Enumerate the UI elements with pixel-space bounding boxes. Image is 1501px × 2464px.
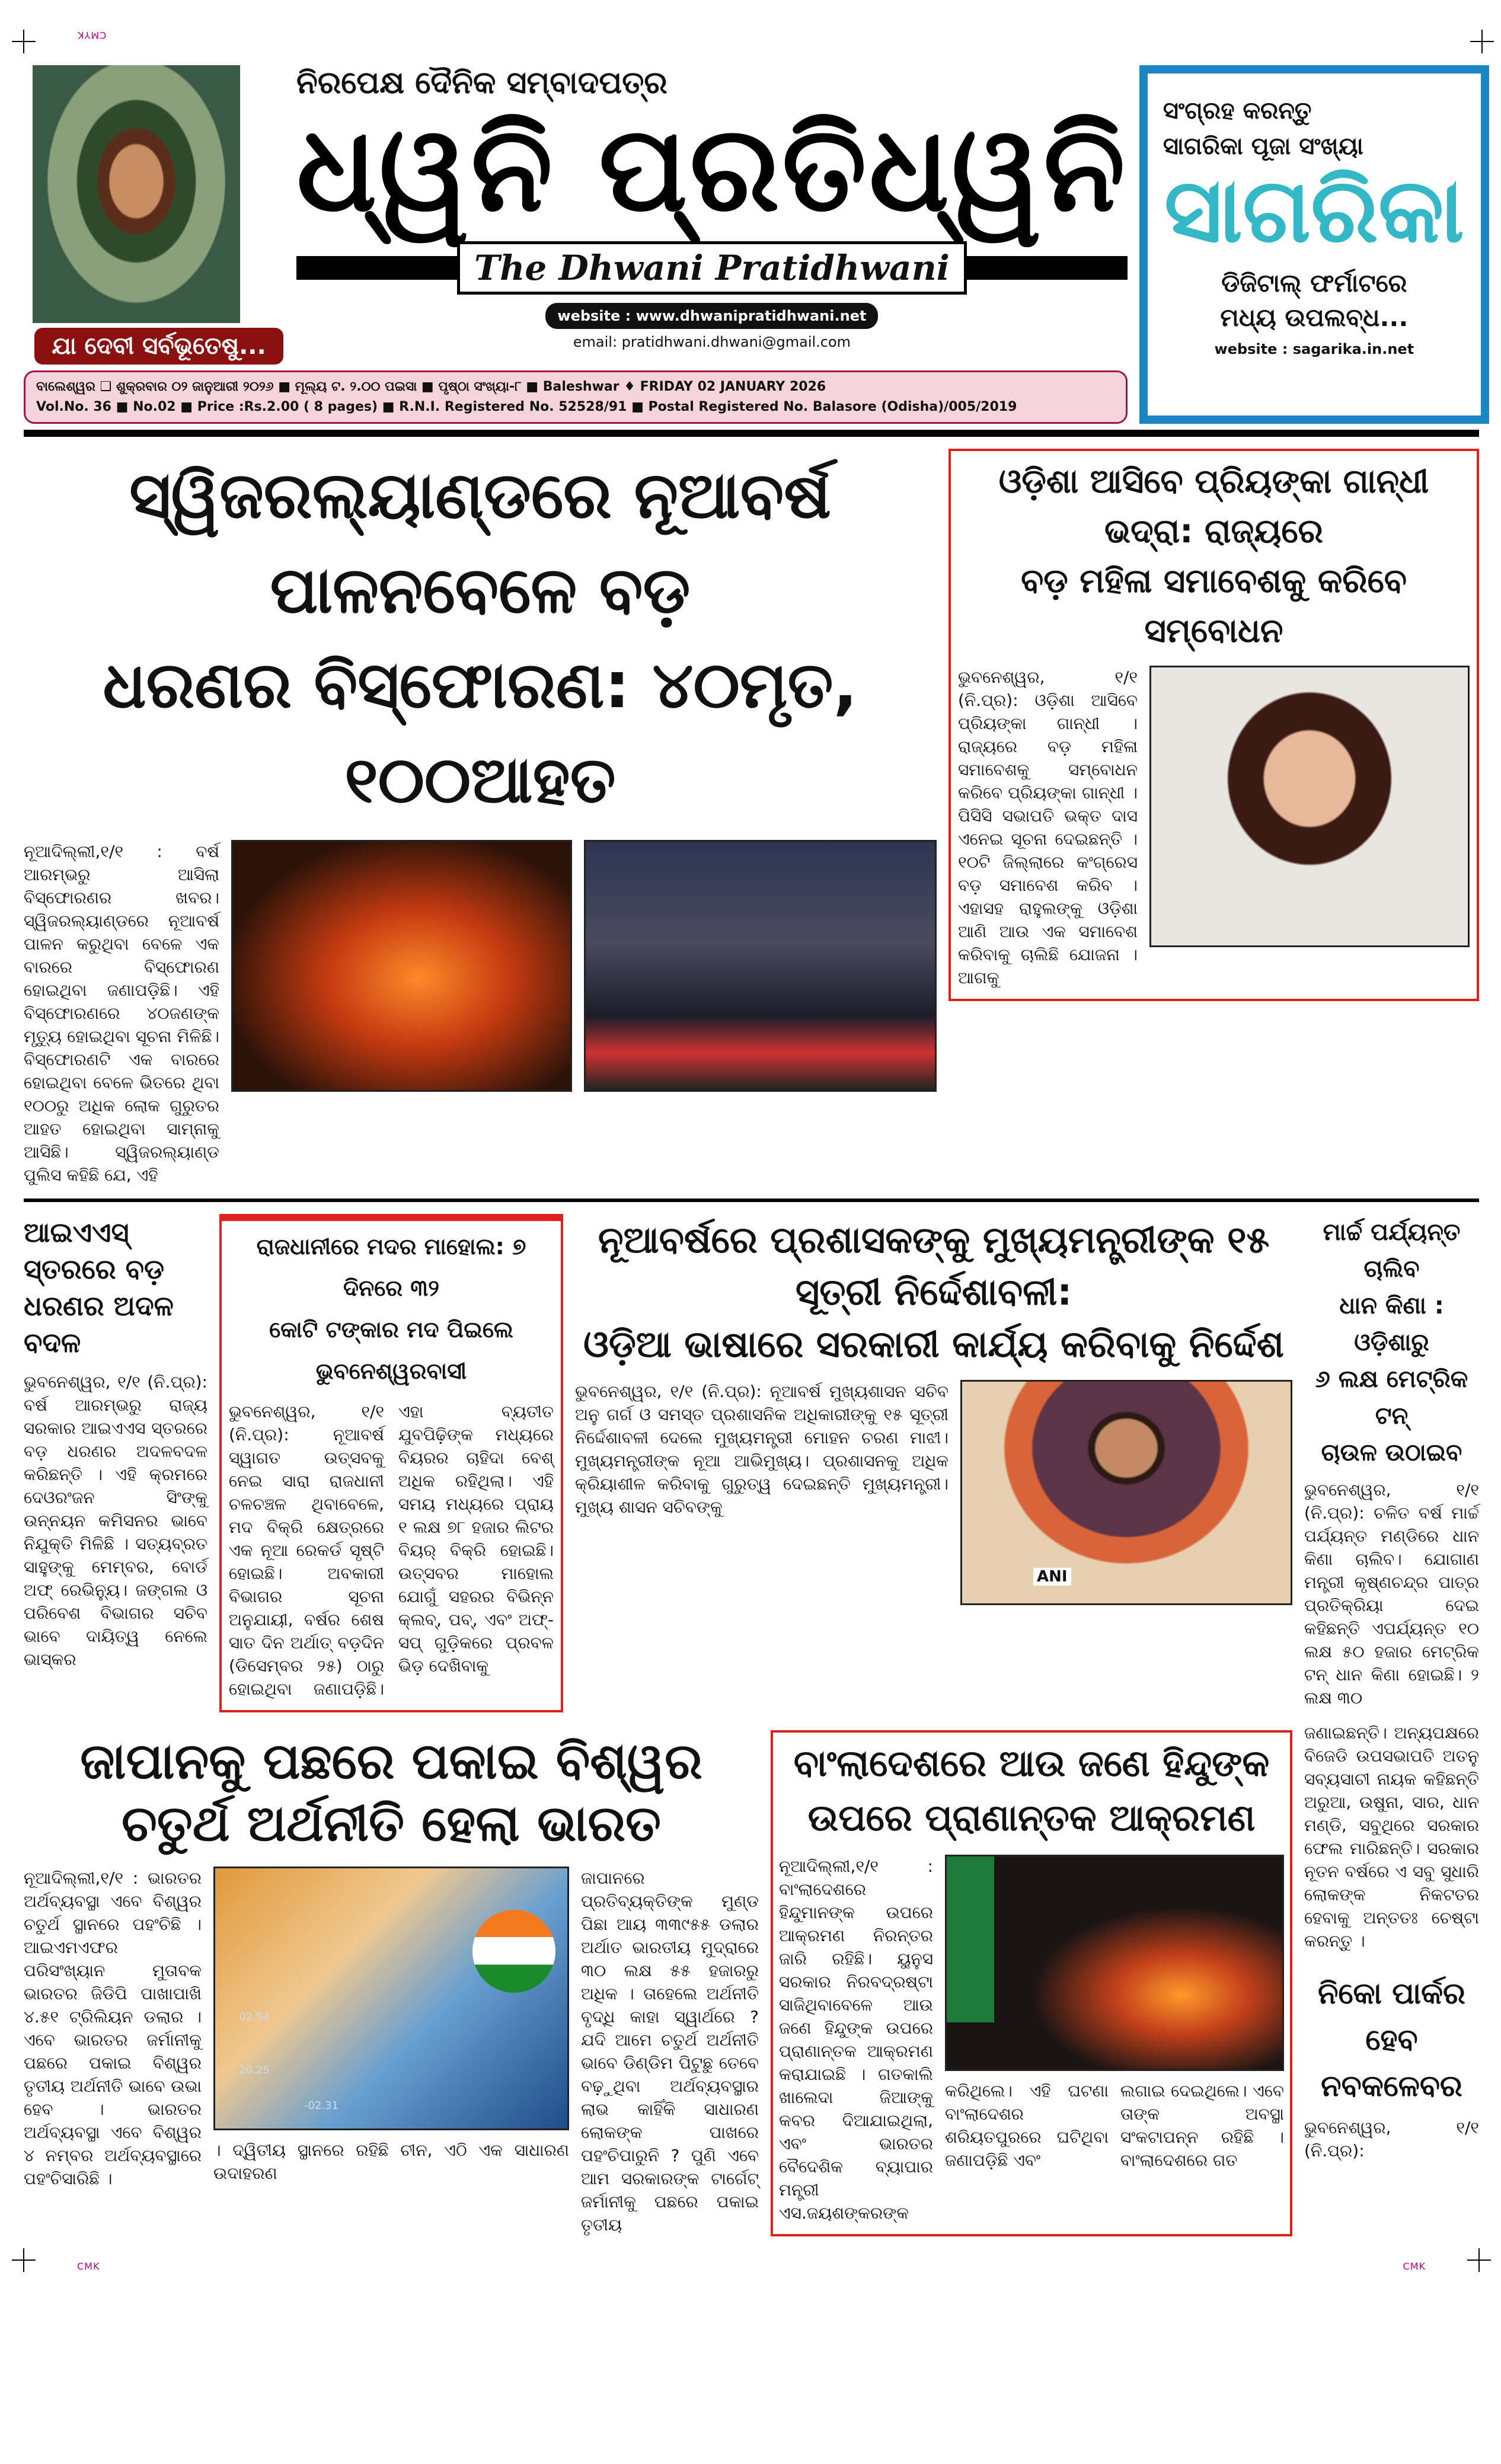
cm-headline-line2: ଓଡ଼ିଆ ଭାଷାରେ ସରକାରୀ କାର୍ଯ୍ୟ କରିବାକୁ ନିର୍ଦ୍ଦେଶ: [583, 1322, 1284, 1366]
masthead-logo: ଧ୍ୱନି ପ୍ରତିଧ୍ୱନି: [296, 100, 1128, 238]
bangladesh-body-right: ଲଗାଇ ଦେଇଥିଲେ। ଏବେ ତାଙ୍କ ଅବସ୍ଥା ସଂକଟାପନ୍ନ ରହିଛି । ବାଂଲାଦେଶରେ ଗତ: [1120, 2081, 1284, 2170]
bangladesh-content: [779, 1855, 1284, 2225]
paddy-body-continued: ଜଣାଇଛନ୍ତି। ଅନ୍ୟପକ୍ଷରେ ବିଜେଡି ଉପସଭାପତି ଅତନୁ ସବ୍ୟସାଚୀ ନାୟକ କହିଛନ୍ତି ଅରୁଆ, ଉଷୁନା, ସାର, ଧାନ ମଣ୍ଡି, ସବୁଥିରେ ସରକାର ଫେଲ ମାରିଛନ୍ତି। ସରକାର ନୂତନ ବର୍ଷରେ ଏ ସବୁ ସୁଧାରି ଲୋକଙ୍କ ନିକଟତର ହେବାକୁ ଅନ୍ତତଃ ଚେଷ୍ଟା କରନ୍ତୁ ।: [1304, 1723, 1479, 1951]
footer-print-marks: [24, 2236, 1479, 2284]
registration-mark: [1467, 2248, 1491, 2272]
liquor-headline: [229, 1226, 554, 1392]
bangladesh-body-mid: କରିଥିଲେ। ଏହି ଘଟଣା ବାଂଲାଦେଶର ଶରିୟତପୁରରେ ଘଟିଥିବା ଜଣାପଡ଼ିଛି ଏବଂ: [945, 2081, 1109, 2170]
english-title: The Dhwani Pratidhwani: [457, 241, 967, 295]
lower-section: [24, 1214, 1479, 2236]
lead-body: ନୂଆଦିଲ୍ଲୀ,୧/୧ : ବର୍ଷ ଆରମ୍ଭରୁ ଆସିଲା ବିସ୍ଫୋରଣର ଖବର। ସ୍ୱିଜରଲ୍ୟାଣ୍ଡରେ ନୂଆବର୍ଷ ପାଳନ କରୁଥିବା ବେଳେ ଏକ ବାରରେ ବିସ୍ଫୋରଣ ହୋଇଥିବା ଜଣାପଡ଼ିଛି। ଏହି ବିସ୍ଫୋରଣରେ ୪୦ଜଣଙ୍କ ମୃତ୍ୟୁ ହୋଇଥିବା ସୂଚନା ମିଳିଛି। ବିସ୍ଫୋରଣଟି ଏକ ବାରରେ ହୋଇଥିବା ବେଳେ ଭିତରେ ଥିବା ୧୦୦ରୁ ଅଧିକ ଲୋକ ଗୁରୁତର ଆହତ ହୋଇଥିବା ସାମ୍ନାକୁ ଆସିଛି। ସ୍ୱିଜରଲ୍ୟାଣ୍ଡ ପୁଲିସ କହିଛି ଯେ, ଏହି: [24, 842, 219, 1185]
bangladesh-right: [945, 1855, 1284, 2172]
sagarika-ad: [1139, 65, 1489, 424]
cm-headline: [575, 1214, 1292, 1370]
issue-info-line2: Vol.No. 36 ■ No.02 ■ Price :Rs.2.00 ( 8 pages) ■ R.N.I. Registered No. 52528/91 ■ Postal Registered No. Balasore (Odisha)/005/2019: [36, 400, 1017, 414]
registration-mark: [1470, 30, 1494, 53]
priyanka-content: [958, 666, 1470, 989]
japan-headline-line1: ଜାପାନକୁ ପଛରେ ପକାଇ ବିଶ୍ୱର: [80, 1732, 702, 1790]
liquor-body: ଭୁବନେଶ୍ୱର, ୧/୧ (ନି.ପ୍ର): ନୂଆବର୍ଷ ସ୍ୱାଗତ ଉତ୍ସବକୁ ନେଇ ସାରା ରାଜଧାନୀ ଚଳଚଞ୍ଚଳ ଥିବାବେଳେ, ମଦ ବିକ୍ରି କ୍ଷେତ୍ରରେ ଏକ ନୂଆ ରେକର୍ଡ ସୃଷ୍ଟି ହୋଇଛି। ଅବକାରୀ ବିଭାଗର ସୂଚନା ଅନୁଯାୟୀ, ବର୍ଷର ଶେଷ ସାତ ଦିନ ଅର୍ଥାତ୍ ବଡ଼ଦିନ (ଡିସେମ୍ବର ୨୫) ଠାରୁ ହୋଇଥିବା ଜଣାପଡ଼ିଛି।ଏହା ବ୍ୟତୀତ ଯୁବପିଢ଼ିଙ୍କ ମଧ୍ୟରେ ବିୟରର ଚାହିଦା ବେଶ୍ ଅଧିକ ରହିଥିଲା। ଏହି ସମୟ ମଧ୍ୟରେ ପ୍ରାୟ ୧ ଲକ୍ଷ ୭୮ ହଜାର ଲିଟର ବିୟର୍ ବିକ୍ରି ହୋଇଛି। ଉତ୍ସବର ମାହୋଲ ଯୋଗୁଁ ସହରର ବିଭିନ୍ନ କ୍ଲବ୍, ପବ୍, ଏବଂ ଅଫ୍-ସପ୍ ଗୁଡ଼ିକରେ ପ୍ରବଳ ଭିଡ଼ ଦେଖିବାକୁ: [229, 1402, 554, 1699]
masthead-divider: [24, 430, 1479, 437]
chart-label: -02.31: [304, 2099, 339, 2112]
liquor-headline-line1: ରାଜଧାନୀରେ ମଦର ମାହୋଲ: ୭ ଦିନରେ ୩୨: [256, 1233, 526, 1301]
priyanka-photo: [1149, 666, 1470, 947]
masthead: [24, 65, 1479, 424]
paddy-headline-line4: ଚାଉଳ ଉଠାଇବ: [1321, 1439, 1462, 1466]
chart-label: 20.25: [239, 2064, 270, 2076]
deity-column: [24, 65, 285, 365]
masthead-title-column: [296, 65, 1128, 365]
english-title-row: [296, 241, 1128, 295]
liquor-headline-line2: କୋଟି ଟଙ୍କାର ମଦ ପିଇଲେ ଭୁବନେଶ୍ୱରବାସୀ: [269, 1316, 513, 1384]
section-divider: [24, 1199, 1479, 1202]
deity-caption: ଯା ଦେବୀ ସର୍ବଭୂତେଷୁ...: [34, 328, 283, 365]
japan-content: [24, 1867, 759, 2236]
cm-story: [575, 1214, 1292, 1605]
logo-underline: [967, 256, 1128, 280]
second-row: [24, 1214, 1292, 1712]
lead-headline-line1: ସ୍ୱିଜରଲ୍ୟାଣ୍ଡରେ ନୂଆବର୍ଷ ପାଳନବେଳେ ବଡ଼: [129, 459, 831, 628]
sagarika-line1: ସଂଗ୍ରହ କରନ୍ତୁ: [1163, 97, 1312, 124]
japan-body-mid: । ଦ୍ୱିତୀୟ ସ୍ଥାନରେ ରହିଛି ଚୀନ, ଏଠି ଏକ ସାଧାରଣ ଉଦାହରଣ: [213, 2140, 569, 2183]
bangladesh-headline-line2: ଉପରେ ପ୍ରାଣାନ୍ତକ ଆକ୍ରମଣ: [807, 1796, 1256, 1839]
logo-underline: [296, 256, 457, 280]
sagarika-line2: ସାଗରିକା ପୂଜା ସଂଖ୍ୟା: [1163, 133, 1363, 160]
japan-story: [24, 1730, 759, 2236]
right-column: [1304, 1214, 1479, 2162]
explosion-photo: [231, 840, 572, 1092]
cmyk-mark: CMYK: [77, 30, 107, 41]
liquor-story-box: [219, 1214, 563, 1712]
nicco-headline: [1304, 1970, 1479, 2109]
cm-body: ଭୁବନେଶ୍ୱର, ୧/୧ (ନି.ପ୍ର): ନୂଆବର୍ଷ ମୁଖ୍ୟଶାସନ ସଚିବ ଅନୁ ଗର୍ଗ ଓ ସମସ୍ତ ପ୍ରଶାସନିକ ଅଧିକାରୀଙ୍କୁ ୧୫ ସୂତ୍ରୀ ନିର୍ଦ୍ଦେଶାବଳୀ ଦେଲେ ମୁଖ୍ୟମନ୍ତ୍ରୀ ମୋହନ ଚରଣ ମାଝୀ। ମୁଖ୍ୟମନ୍ତ୍ରୀଙ୍କ ନୂଆ ଆଭିମୁଖ୍ୟ। ପ୍ରଶାସନକୁ ଅଧିକ କ୍ରିୟାଶୀଳ କରିବାକୁ ଗୁରୁତ୍ୱ ଦେଇଛନ୍ତି ମୁଖ୍ୟମନ୍ତ୍ରୀ। ମୁଖ୍ୟ ଶାସନ ସଚିବଙ୍କୁ: [575, 1382, 948, 1517]
ias-headline: ଆଇଏଏସ୍ ସ୍ତରରେ ବଡ଼ ଧରଣର ଅଦଳ ବଦଳ: [24, 1216, 174, 1359]
lead-story: [24, 449, 937, 1187]
japan-headline: [24, 1730, 759, 1855]
top-stories-row: [24, 449, 1479, 1187]
website-link[interactable]: website : www.dhwanipratidhwani.net: [545, 303, 878, 329]
priyanka-headline-line1: ଓଡ଼ିଶା ଆସିବେ ପ୍ରିୟଙ୍କା ଗାନ୍ଧୀ ଭଦ୍ରା: ରାଜ୍ୟରେ: [998, 462, 1429, 551]
priyanka-body: ଭୁବନେଶ୍ୱର, ୧/୧ (ନି.ପ୍ର): ଓଡ଼ିଶା ଆସିବେ ପ୍ରିୟଙ୍କା ଗାନ୍ଧୀ । ରାଜ୍ୟରେ ବଡ଼ ମହିଳା ସମାବେଶକୁ ସମ୍ବୋଧନ କରିବେ ପ୍ରିୟଙ୍କା ଗାନ୍ଧୀ । ପିସିସି ସଭାପତି ଭକ୍ତ ଦାସ ଏନେଇ ସୂଚନା ଦେଇଛନ୍ତି । ୧୦ଟି ଜିଲ୍ଲାରେ କଂଗ୍ରେସ ବଡ଼ ସମାବେଶ କରିବ । ଏହାସହ ରାହୁଲଙ୍କୁ ଓଡ଼ିଶା ଆଣି ଆଉ ଏକ ସମାବେଶ କରିବାକୁ ଚାଲିଛି ଯୋଜନା । ଆଗକୁ: [958, 667, 1138, 987]
registration-mark: [12, 2248, 36, 2272]
bangladesh-body-left: ନୂଆଦିଲ୍ଲୀ,୧/୧ : ବାଂଲାଦେଶରେ ହିନ୍ଦୁମାନଙ୍କ ଉପରେ ଆକ୍ରମଣ ନିରନ୍ତର ଜାରି ରହିଛି। ୟୁନୁସ ସରକାର ନିରବଦ୍ରଷ୍ଟା ସାଜିଥିବାବେଳେ ଆଉ ଜଣେ ହିନ୍ଦୁଙ୍କ ଉପରେ ପ୍ରାଣାନ୍ତକ ଆକ୍ରମଣ କରାଯାଇଛି । ଗତକାଲି ଖାଲେଦା ଜିଆଙ୍କୁ କବର ଦିଆଯାଇଥିଲା, ଏବଂ ଭାରତର ବୈଦେଶିକ ବ୍ୟାପାର ମନ୍ତ୍ରୀ ଏସ.ଜୟଶଙ୍କରଙ୍କ: [779, 1856, 933, 2223]
priyanka-headline: [958, 457, 1470, 656]
nicco-headline-line2: ନବକଳେବର: [1321, 2069, 1462, 2103]
cmk-mark: CMK: [77, 2260, 100, 2272]
cmk-mark: CMK: [1403, 2260, 1426, 2272]
paddy-headline-line2: ଧାନ କିଣା : ଓଡ଼ିଶାରୁ: [1339, 1292, 1444, 1356]
sagarika-website[interactable]: website : sagarika.in.net: [1214, 340, 1414, 357]
cm-content: [575, 1380, 1292, 1605]
sagarika-line3: ଡିଜିଟାଲ୍ ଫର୍ମାଟରେ: [1221, 268, 1407, 298]
nicco-headline-line1: ନିକୋ ପାର୍କର ହେବ: [1318, 1976, 1465, 2057]
india-flag-icon: [472, 1910, 555, 1993]
lead-headline-line2: ଧରଣର ବିସ୍ଫୋରଣ: ୪୦ମୃତ, ୧୦୦ଆହତ: [103, 648, 858, 817]
registration-mark: [12, 30, 36, 53]
lower-left: [24, 1214, 1292, 2236]
issue-info-line1: ବାଲେଶ୍ୱର ❑ ଶୁକ୍ରବାର ୦୨ ଜାନୁଆରୀ ୨୦୨୬ ■ ମୂଲ୍ୟ ଟ. ୨.୦୦ ପଇସା ■ ପୃଷ୍ଠା ସଂଖ୍ୟା-୮ ■ Baleshwar ♦ FRIDAY 02 JANUARY 2026: [36, 379, 826, 394]
chart-label: 02.54: [239, 2011, 270, 2023]
cm-photo: [960, 1380, 1292, 1605]
economy-growth-image: [213, 1867, 569, 2130]
bangladesh-story-box: [771, 1730, 1292, 2236]
priyanka-headline-line2: ବଡ଼ ମହିଳା ସମାବେଶକୁ କରିବେ ସମ୍ବୋଧନ: [1021, 562, 1407, 650]
lead-content: [24, 840, 937, 1187]
ias-body: ଭୁବନେଶ୍ୱର, ୧/୧ (ନି.ପ୍ର): ବର୍ଷ ଆରମ୍ଭରୁ ରାଜ୍ୟ ସରକାର ଆଇଏଏସ ସ୍ତରରେ ବଡ଼ ଧରଣର ଅଦଳବଦଳ କରିଛନ୍ତି । ଏହି କ୍ରମରେ ଦେଓରଂଜନ ସିଂଙ୍କୁ ଉନ୍ନୟନ କମିସନର ଭାବେ ନିଯୁକ୍ତି ମିଳିଛି । ସତ୍ୟବ୍ରତ ସାହୁଙ୍କୁ ମେମ୍ବର, ବୋର୍ଡ ଅଫ୍ ରେଭିନ୍ୟୁ। ଜଙ୍ଗଲ ଓ ପରିବେଶ ବିଭାଗର ସଚିବ ଭାବେ ଦାୟିତ୍ୱ ନେଲେ ଭାସ୍କର: [24, 1372, 207, 1669]
bangladesh-flag-icon: [947, 1856, 994, 2022]
sagarika-logo: ସାଗରିକା: [1164, 159, 1464, 263]
bangladesh-headline: [779, 1736, 1284, 1845]
cm-headline-line1: ନୂଆବର୍ଷରେ ପ୍ରଶାସକଙ୍କୁ ମୁଖ୍ୟମନ୍ତ୍ରୀଙ୍କ ୧୫ ସୂତ୍ରୀ ନିର୍ଦ୍ଦେଶାବଳୀ:: [598, 1218, 1270, 1314]
japan-headline-line2: ଚତୁର୍ଥ ଅର୍ଥନୀତି ହେଲା ଭାରତ: [122, 1794, 661, 1852]
third-row: [24, 1730, 1292, 2236]
tagline: ନିରପେକ୍ଷ ଦୈନିକ ସମ୍ବାଦପତ୍ର: [296, 65, 668, 101]
paddy-body: ଭୁବନେଶ୍ୱର, ୧/୧ (ନି.ପ୍ର): ଚଳିତ ବର୍ଷ ମାର୍ଚ୍ଚ ପର୍ଯ୍ୟନ୍ତ ମଣ୍ଡିରେ ଧାନ କିଣା ଚାଲିବ। ଯୋଗାଣ ମନ୍ତ୍ରୀ କୃଷ୍ଣଚନ୍ଦ୍ର ପାତ୍ର ପ୍ରତିକ୍ରିୟା ଦେଇ କହିଛନ୍ତି ଏପର୍ଯ୍ୟନ୍ତ ୧୦ ଲକ୍ଷ ୫୦ ହଜାର ମେଟ୍ରିକ ଟନ୍ ଧାନ କିଣା ହୋଇଛି। ୨ ଲକ୍ଷ ୩୦: [1304, 1480, 1479, 1708]
japan-middle: [213, 1867, 569, 2185]
japan-body-left: ନୂଆଦିଲ୍ଲୀ,୧/୧ : ଭାରତର ଅର୍ଥବ୍ୟବସ୍ଥା ଏବେ ବିଶ୍ୱର ଚତୁର୍ଥ ସ୍ଥାନରେ ପହଂଚିଛି । ଆଇଏମଏଫର ପରିସଂଖ୍ୟାନ ମୁତାବକ ଭାରତର ଜିଡିପି ପାଖାପାଖି ୪.୫୧ ଟ୍ରିଲିୟନ ଡଲାର । ଏବେ ଭାରତର ଜର୍ମାନୀକୁ ପଛରେ ପକାଇ ବିଶ୍ୱର ତୃତୀୟ ଅର୍ଥନୀତି ଭାବେ ଉଭା ହେବ । ଭାରତର ଅର୍ଥବ୍ୟବସ୍ଥା ଏବେ ବିଶ୍ୱର ୪ ନମ୍ବର ଅର୍ଥବ୍ୟବସ୍ଥାରେ ପହଂଚିସାରିଛି ।: [24, 1868, 202, 2188]
email-link[interactable]: email: pratidhwani.dhwani@gmail.com: [573, 334, 851, 350]
nicco-body: ଭୁବନେଶ୍ୱର, ୧/୧ (ନି.ପ୍ର):: [1304, 2118, 1479, 2161]
paddy-headline-line1: ମାର୍ଚ୍ଚ ପର୍ଯ୍ୟନ୍ତ ଚାଲିବ: [1323, 1219, 1461, 1283]
rescue-photo: [584, 840, 937, 1092]
paddy-headline: [1304, 1214, 1479, 1471]
priyanka-story-box: [948, 449, 1479, 1001]
paddy-headline-line3: ୬ ଲକ୍ଷ ମେଟ୍ରିକ ଟନ୍: [1315, 1366, 1468, 1430]
ias-story: [24, 1214, 207, 1671]
bangladesh-lower-columns: [945, 2079, 1284, 2172]
deity-image: [33, 65, 240, 323]
photo-credit: ANI: [1033, 1568, 1071, 1586]
sagarika-line4: ମଧ୍ୟ ଉପଲବ୍ଧ...: [1220, 302, 1409, 332]
lead-headline: [24, 449, 937, 828]
issue-info-bar: [24, 370, 1128, 424]
bangladesh-headline-line1: ବାଂଲାଦେଶରେ ଆଉ ଜଣେ ହିନ୍ଦୁଙ୍କ: [793, 1741, 1270, 1785]
japan-body-right: ଜାପାନରେ ପ୍ରତିବ୍ୟକ୍ତିଙ୍କ ମୁଣ୍ଡ ପିଛା ଆୟ ୩୩୯୫୫ ଡଲାର ଅର୍ଥାତ ଭାରତୀୟ ମୁଦ୍ରାରେ ୩୦ ଲକ୍ଷ ୫୫ ହଜାରରୁ ଅଧିକ । ତାହେଲେ ଅର୍ଥନୀତି ବୃଦ୍ଧି କାହା ସ୍ୱାର୍ଥରେ ? ଯଦି ଆମେ ଚତୁର୍ଥ ଅର୍ଥନୀତି ଭାବେ ଡିଣ୍ଡିମ ପିଟୁଛୁ ତେବେ ବଢ଼ୁଥିବା ଅର୍ଥବ୍ୟବସ୍ଥାର ଲାଭ କାହିଁକି ସାଧାରଣ ଲୋକଙ୍କ ପାଖରେ ପହଂଚିପାରୁନି ? ପୁଣି ଏବେ ଆମ ସରକାରଙ୍କ ଟାର୍ଗେଟ୍ ଜର୍ମାନୀକୁ ପଛରେ ପକାଇ ତୃତୀୟ: [581, 1868, 759, 2235]
bangladesh-photo: [945, 1855, 1284, 2071]
